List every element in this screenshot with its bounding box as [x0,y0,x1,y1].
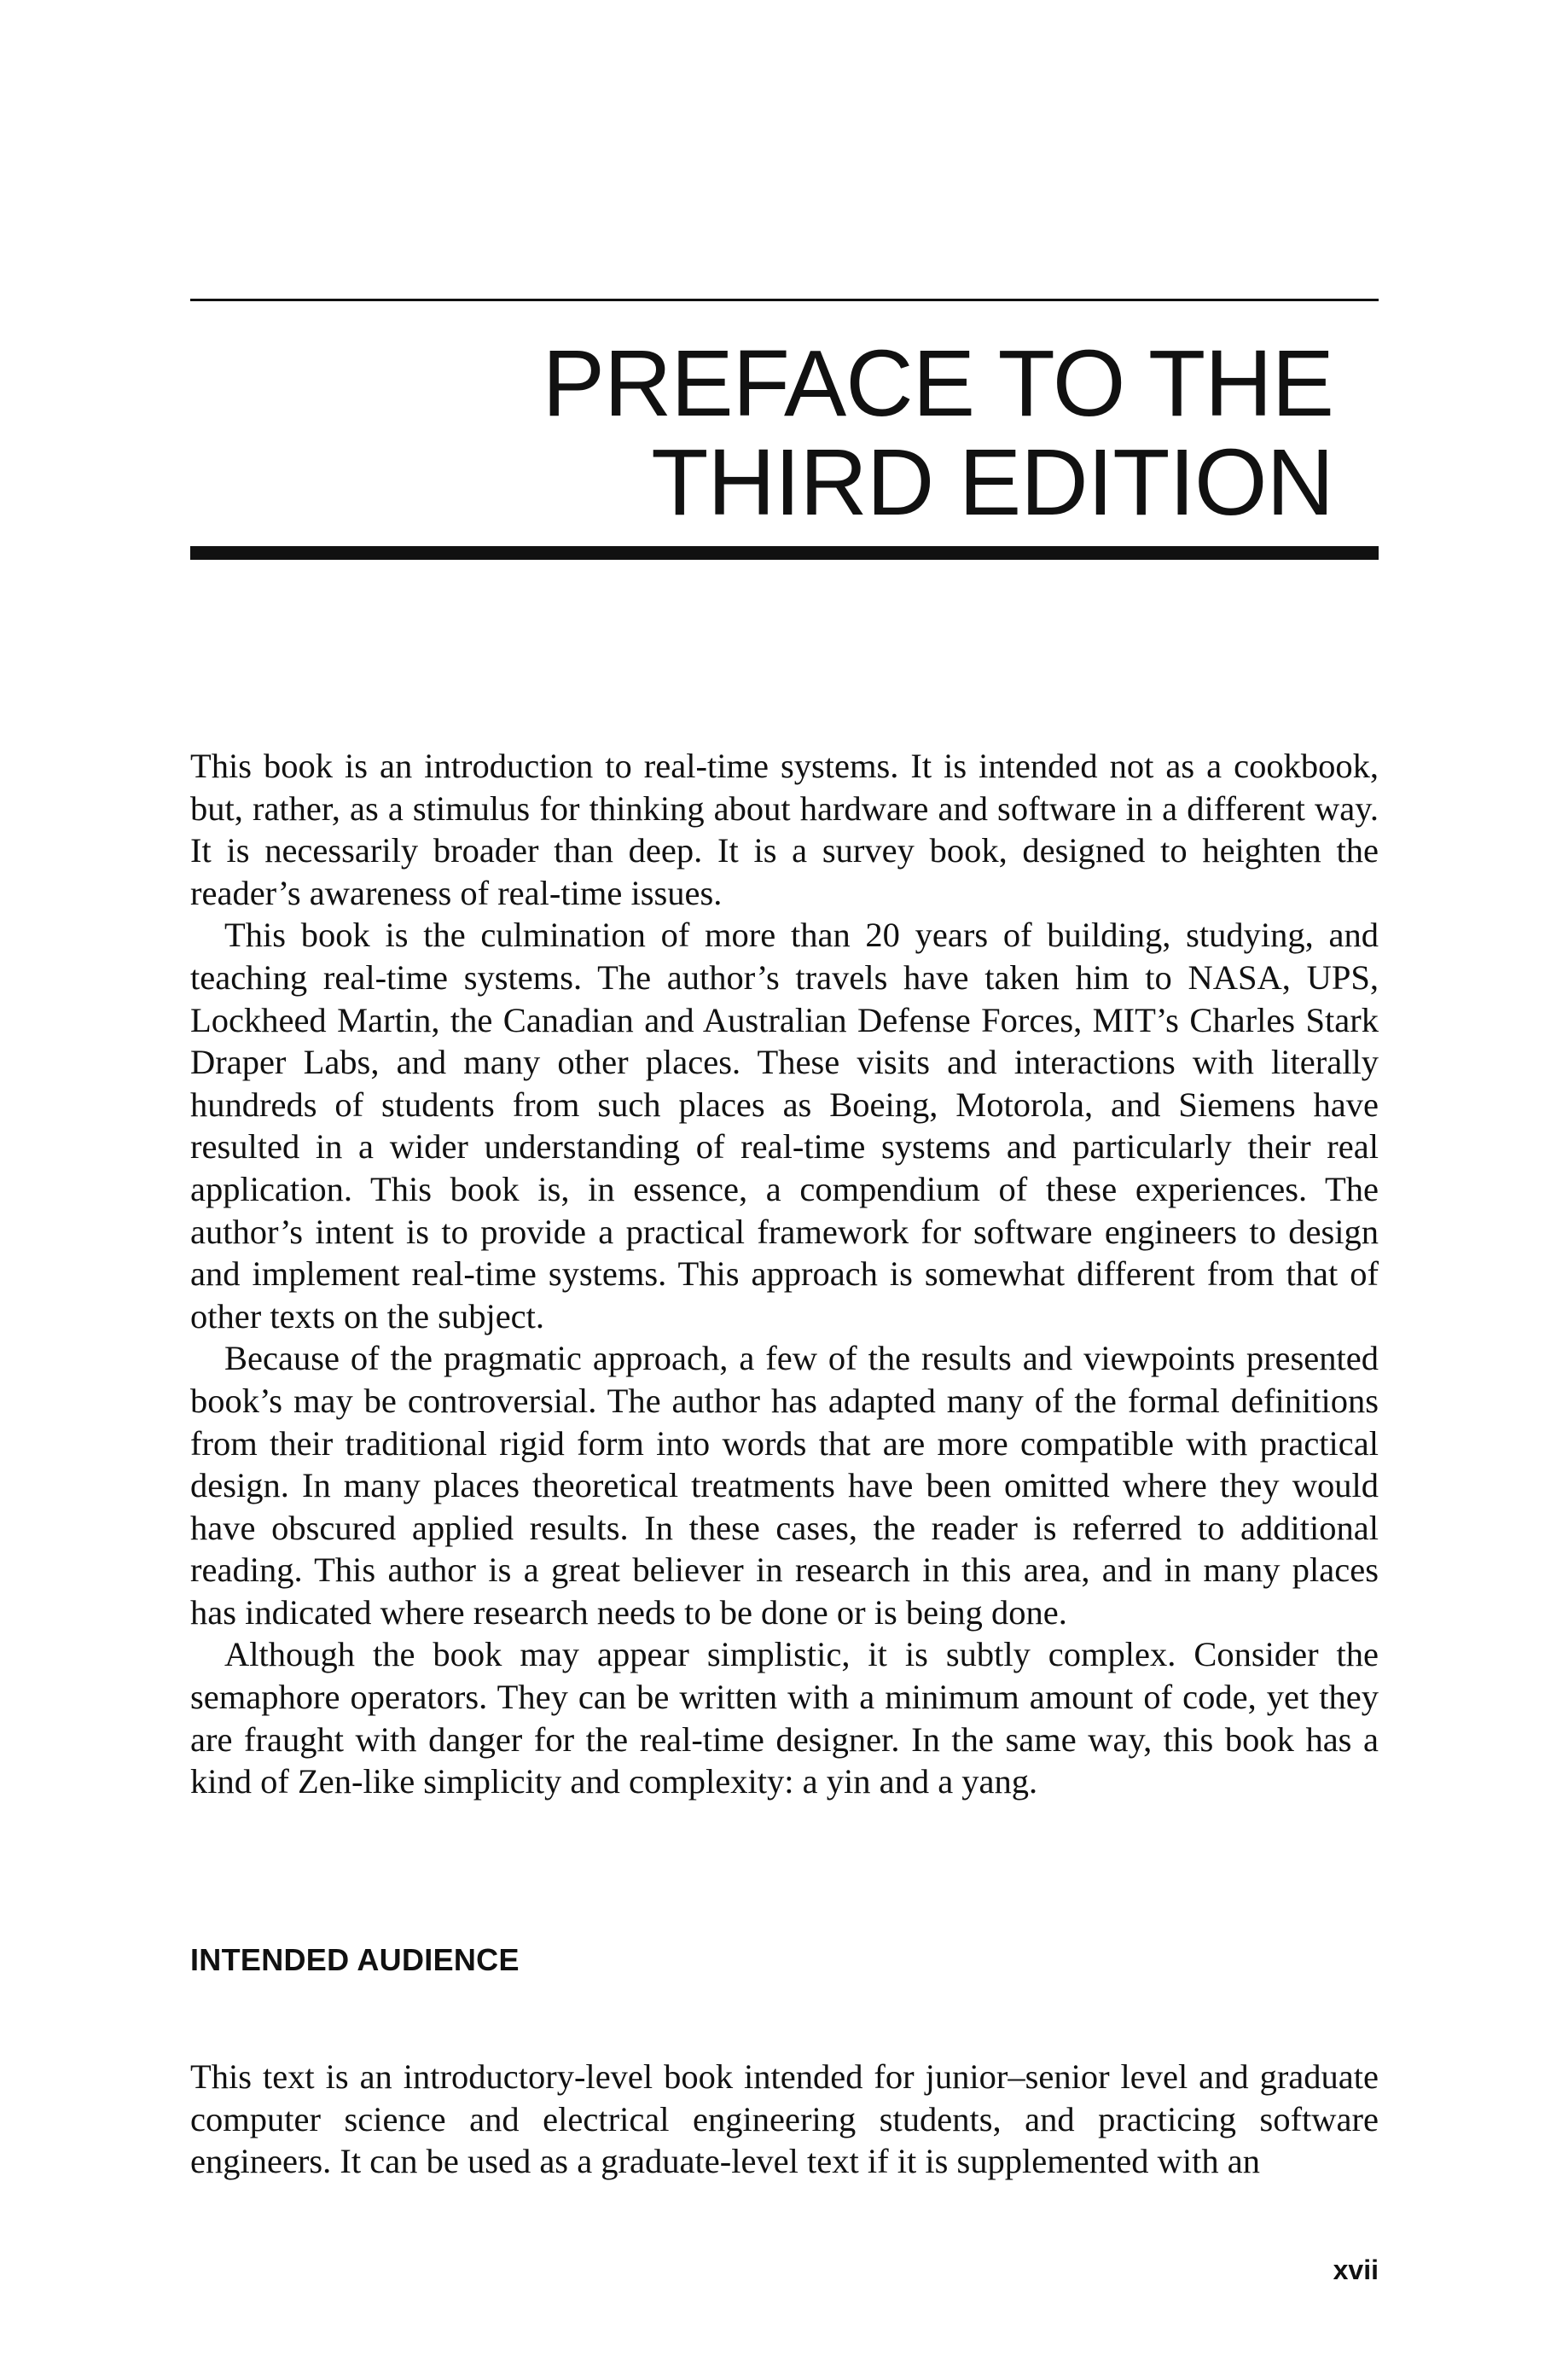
top-rule [190,299,1379,301]
page-number: xvii [1333,2255,1379,2285]
preface-body [190,745,1379,1803]
section-heading-intended-audience: INTENDED AUDIENCE [190,1942,520,1977]
intended-audience-body [190,2056,1379,2183]
chapter-title [190,331,1333,535]
chapter-title-line-2: THIRD EDITION [651,430,1333,535]
preface-paragraph-4: Although the book may appear simplistic, it is subtly complex. Consider the semaphore operators. They can be written with a minimum amount of code, yet they are fraught with danger for the real-time designer. In the same way, this book has a kind of Zen-like simplicity and complexity: a yin and a yang. [190,1635,1379,1801]
preface-paragraph-1: This book is an introduction to real-time systems. It is intended not as a cookbook, but, rather, as a stimulus for thinking about hardware and software in a different way. It is necessarily broader than deep. It is a survey book, designed to heighten the reader’s awareness of real-time issues. [190,747,1379,912]
intended-audience-paragraph-1: This text is an introductory-level book intended for junior–senior level and graduate computer science and electrical engineering students, and practicing software engineers. It can be used as a graduate-level text if it is supplemented with an [190,2057,1379,2181]
preface-paragraph-3: Because of the pragmatic approach, a few of the results and viewpoints presented book’s may be controversial. The author has adapted many of the formal definitions from their traditional rigid form into words that are more compatible with practical design. In many places theoretical treatments have been omitted where they would have obscured applied results. In these cases, the reader is referred to additional reading. This author is a great believer in research in this area, and in many places has indicated where research needs to be done or is being done. [190,1339,1379,1632]
title-underline-rule [190,546,1379,560]
chapter-title-line-1: PREFACE TO THE [542,331,1333,436]
preface-paragraph-2: This book is the culmination of more than 20 years of building, studying, and teaching real-time systems. The author’s travels have taken him to NASA, UPS, Lockheed Martin, the Canadian and Australian Defense Forces, MIT’s Charles Stark Draper Labs, and many other places. These visits and interactions with literally hundreds of students from such places as Boeing, Motorola, and Siemens have resulted in a wider understanding of real-time systems and particularly their real application. This book is, in essence, a compendium of these experiences. The author’s intent is to provide a practical framework for software engineers to design and implement real-time systems. This approach is somewhat different from that of other texts on the subject. [190,916,1379,1335]
